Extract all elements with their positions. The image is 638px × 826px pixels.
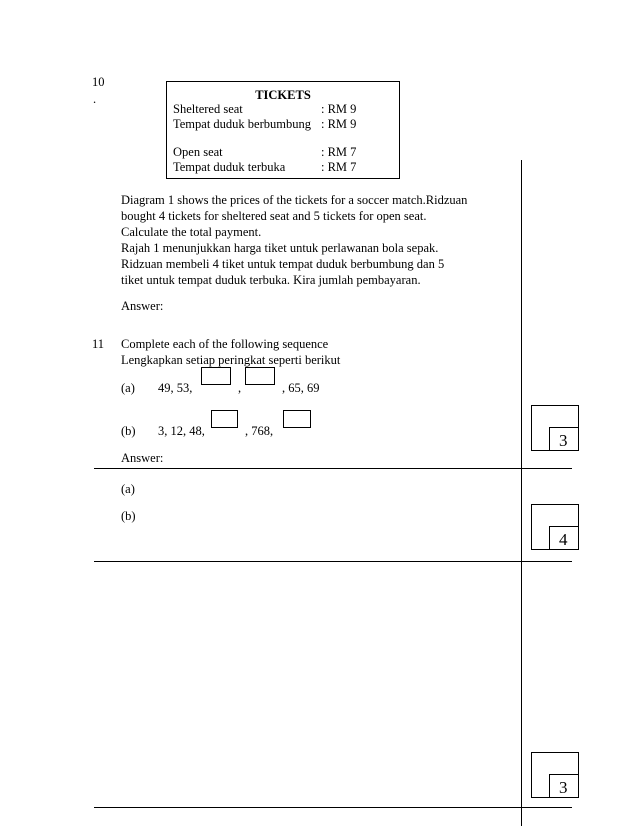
q10-text-line: bought 4 tickets for sheltered seat and 5 tickets for open seat. — [121, 209, 427, 223]
q10-text-line: Calculate the total payment. — [121, 225, 262, 239]
q10-answer-label: Answer: — [121, 299, 164, 313]
ticket-row-price: : RM 9 — [321, 117, 357, 131]
mark-box-q10 — [549, 427, 579, 451]
answer-blank-box[interactable] — [211, 410, 238, 428]
section-divider — [94, 561, 572, 562]
mark-box-final — [549, 774, 579, 798]
section-divider — [94, 468, 572, 469]
part-a-sequence-end: , 65, 69 — [282, 381, 320, 395]
mark-box-q11 — [549, 526, 579, 550]
q11-number: 11 — [92, 337, 105, 351]
mark-value: 3 — [559, 778, 568, 797]
part-b-sequence-start: 3, 12, 48, — [158, 424, 205, 438]
answer-blank-box[interactable] — [201, 367, 231, 385]
q10-number: 10 — [92, 75, 105, 89]
section-divider — [94, 807, 572, 808]
ticket-row-label: Open seat — [173, 145, 223, 159]
part-a-comma: , — [238, 381, 242, 395]
ticket-row-label: Sheltered seat — [173, 102, 243, 116]
answer-blank-box[interactable] — [245, 367, 275, 385]
part-a-label: (a) — [121, 381, 135, 395]
margin-vertical-rule — [521, 160, 522, 826]
ticket-row-label: Tempat duduk terbuka — [173, 160, 286, 174]
q10-dot: . — [93, 92, 97, 106]
part-a-sequence-start: 49, 53, — [158, 381, 193, 395]
q10-text-line: Diagram 1 shows the prices of the tickets for a soccer match.Ridzuan — [121, 193, 468, 207]
q10-text-line: Ridzuan membeli 4 tiket untuk tempat duduk berbumbung dan 5 — [121, 257, 445, 271]
answer-blank-box[interactable] — [283, 410, 311, 428]
mark-value: 3 — [559, 431, 568, 450]
q11-instruction-en: Complete each of the following sequence — [121, 337, 329, 351]
ticket-row-price: : RM 7 — [321, 160, 357, 174]
part-b-sequence-end: , 768, — [245, 424, 274, 438]
ticket-price-box — [166, 81, 400, 179]
q11-answer-label: Answer: — [121, 451, 164, 465]
q10-text-line: Rajah 1 menunjukkan harga tiket untuk perlawanan bola sepak. — [121, 241, 439, 255]
answer-a-label: (a) — [121, 482, 135, 496]
ticket-row-label: Tempat duduk berbumbung — [173, 117, 311, 131]
q10-text-line: tiket untuk tempat duduk terbuka. Kira jumlah pembayaran. — [121, 273, 421, 287]
answer-b-label: (b) — [121, 509, 136, 523]
q11-instruction-ms: Lengkapkan setiap peringkat seperti berikut — [121, 353, 341, 367]
ticket-row-price: : RM 9 — [321, 102, 357, 116]
mark-value: 4 — [559, 530, 568, 549]
part-b-label: (b) — [121, 424, 136, 438]
ticket-row-price: : RM 7 — [321, 145, 357, 159]
ticket-title: TICKETS — [255, 88, 311, 102]
